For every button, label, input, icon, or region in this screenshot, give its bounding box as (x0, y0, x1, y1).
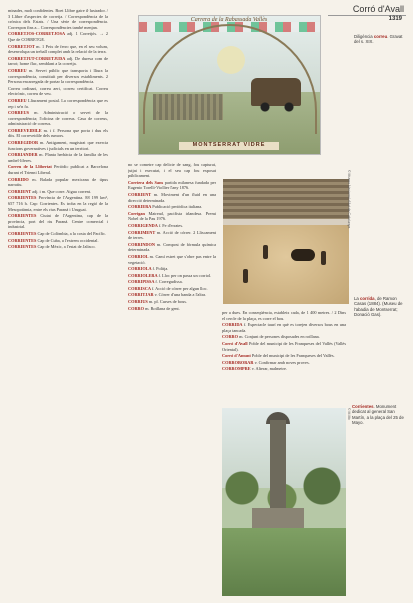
entry-definition: Ciutat de l'Argentina, cap de la província, port del riu Paraná. Centre comercial i industrial. (8, 213, 108, 230)
entry-definition: f. Corregudissa. (155, 279, 183, 285)
dictionary-entry (222, 310, 346, 321)
dictionary-entry (8, 164, 108, 175)
entry-definition: m. pl. Curses de bous. (148, 299, 187, 305)
dictionary-entry (128, 230, 216, 241)
dictionary-entry (8, 213, 108, 230)
dictionary-entry (8, 56, 108, 67)
bull-figure (291, 249, 315, 261)
dictionary-entry (128, 180, 216, 191)
entry-headword: CORRIENT (128, 191, 154, 197)
dictionary-entry (8, 110, 108, 127)
dictionary-entry (128, 266, 216, 272)
dictionary-entry (222, 353, 346, 359)
entry-headword: CORRIOL (128, 253, 150, 259)
dictionary-entry (128, 223, 216, 229)
photo-credit-monument: © M.Mc (347, 408, 351, 421)
entry-definition: Cap de Cuba, a l'extrem occidental. (37, 237, 99, 243)
photo-credit-arena: © Museu Nacional d'Art de Catalunya (347, 170, 351, 229)
entry-definition: m. Servei públic que transporta i lliura la correspondència, constituït per diversos establiments. 2 Persona encarregada de portar la correspondència. (8, 67, 108, 85)
arena-sand (223, 225, 349, 304)
entry-headword: CORRIENT (8, 188, 33, 194)
text-column-2 (128, 162, 216, 596)
entry-definition: m. 1 Peix de ferro que, en el seu volum, desenvolupa un treball complet amb la relació de la terra. (8, 43, 108, 55)
torero-figure (263, 245, 268, 259)
entry-headword: CORRO (222, 334, 240, 340)
entry-definition: Poble del municipi de les Franqueses del Vallès. (251, 353, 335, 359)
page-number: 1319 (388, 16, 402, 22)
caption-monument: Corrientes. Monument dedicat al general San Martín, a la plaça del 25 de Mayo. (352, 404, 404, 426)
entry-headword: CORRIDO (8, 176, 33, 182)
dictionary-entry (128, 204, 216, 210)
entry-definition: f. Lloc per on passa un corriol. (158, 272, 212, 278)
entry-headword: CORRO (128, 305, 146, 311)
text-column-1 (8, 8, 108, 593)
dictionary-entry (8, 86, 108, 97)
entry-headword: Corró d'Avall (222, 340, 249, 346)
entry-definition: per a dues. En conseqüència, estableix cada, de 1 400 metres. / 2 Dins el cercle de la plaça, es corre el bou. (222, 310, 346, 321)
dictionary-entry (8, 8, 108, 30)
entry-definition: v. Alterar, malmetre. (251, 366, 287, 372)
dictionary-entry (128, 286, 216, 292)
dictionary-entry (8, 195, 108, 212)
arena-stands (223, 179, 349, 224)
dictionary-entry (8, 44, 108, 55)
entry-definition: adj. 1 Corretjós. → 2 Que de CORRETGE. (8, 31, 108, 42)
monument-base (252, 508, 304, 530)
entry-definition: m. Moviment d'un fluid en una direcció determinada. (128, 191, 216, 203)
entry-definition: no se cometre cap delicte de sang, fou capturat, jutjat i executat, i el seu cap fou exposat públicament. (128, 162, 216, 179)
entry-definition: m. Balada popular mexicana de tipus narratiu. (8, 176, 108, 188)
entry-definition: m. Planta herbàcia de la família de les umbel·líferes. (8, 152, 108, 163)
entry-definition: m. Camí estret que s'obre pas entre la vegetació. (128, 253, 216, 265)
entry-headword: CORREUS (8, 110, 35, 116)
entry-definition: f. Fe d'errates. (158, 222, 184, 228)
entry-headword: CORROMPRE (222, 366, 252, 372)
entry-definition: minades, molt confidentes. Boet Llibre gaire il·lustrador. / 3 Llibre d'aspectes de corretja. / Correspondència de la crònica dels Estats. / Una sèrie de correspondència. Correspon fins a... Correspondències també menjan. (8, 8, 108, 30)
dictionary-entry (128, 192, 216, 203)
torero-figure (321, 251, 326, 265)
entry-headword: CORRITJAR (128, 292, 155, 298)
poster-footer: MONTSERRAT VIDRE (179, 142, 279, 150)
entry-headword: CORREVEIDILE (8, 127, 44, 133)
entry-headword: CORRIERA (128, 204, 153, 210)
entry-definition: m. Acció de córrer. 2 Lliscament de terres. (128, 229, 216, 241)
entry-headword: CORREGIDOR (8, 140, 41, 146)
entry-definition: m. Compost de fórmula química determinada. (128, 241, 216, 253)
dictionary-entry (128, 306, 216, 312)
entry-headword: CORRETJUT-CORRETJUDA (8, 55, 67, 61)
dictionary-entry (8, 98, 108, 109)
dictionary-entry (128, 242, 216, 253)
entry-definition: m. Rotllana de gent. (145, 305, 180, 311)
entry-definition: Cap de Colòmbia, a la costa del Pacífic. (37, 230, 107, 236)
dictionary-entry (222, 366, 346, 372)
entry-definition: v. Confirmar amb noves proves. (254, 359, 310, 365)
entry-definition: f. Acció de córrer per algun lloc. (151, 285, 208, 291)
entry-definition: adj. i m. Que corre. Aigua corrent. (32, 188, 92, 194)
entry-headword: CORRIENTES (8, 237, 38, 243)
dictionary-entry (8, 231, 108, 237)
entry-definition: Província de l'Argentina. 88 199 km², 657 716 h. Cap: Corrientes. Es troba en la regió de la Mesopotàmia, entre els rius Paraná i Uruguai. (8, 195, 108, 212)
entry-definition: adj. De duresa com de tarrot; home flac, semblant a la corretja. (8, 55, 108, 67)
monument-column (270, 420, 286, 510)
entry-definition: m. Antigament, magistrat que exercia funcions governatives i judicials en un territori. (8, 140, 108, 151)
dictionary-entry (8, 128, 108, 139)
entry-definition: m. Conjunt de persones disposades en rotllana. (239, 334, 320, 340)
entry-headword: CORRIENTES (8, 244, 38, 250)
entry-definition: f. Espectacle taurí en què es torejen diversos bous en una plaça tancada. (222, 322, 346, 333)
entry-headword: CORROBORAR (222, 359, 255, 365)
entry-definition: Correu ordinari, correu aeri, correu certificat. Correu electrònic, correu de veu. (8, 85, 108, 97)
poster-illustration (138, 15, 321, 155)
entry-headword: CORRINDON (128, 241, 157, 247)
monument-photo (222, 408, 346, 596)
dictionary-entry (222, 360, 346, 366)
entry-headword: CORRIUS (128, 299, 149, 305)
dictionary-entry (128, 273, 216, 279)
page-header (326, 4, 410, 26)
entry-headword: Corriera dels Sans (128, 179, 165, 185)
entry-definition: Poble del municipi de les Franqueses del Vallès (Vallès Oriental). (222, 340, 346, 352)
entry-headword: CORRIOLA (128, 266, 153, 272)
entry-definition: m. i f. Persona que porta i duu els dits. El correveidile dels rumors. (8, 127, 108, 139)
entry-definition: Publicació periòdica italiana. (152, 204, 203, 210)
entry-headword: CORRIENTES (8, 230, 38, 236)
entry-definition: Cap de Mèxic, a l'estat de Jalisco. (37, 244, 96, 250)
entry-definition: f. Politja. (152, 266, 169, 272)
dictionary-entry (8, 189, 108, 195)
entry-headword: CORREU (8, 67, 29, 73)
dictionary-entry (128, 162, 216, 179)
dictionary-entry (8, 68, 108, 85)
entry-headword: Corró d'Amunt (222, 353, 252, 359)
dictionary-entry (128, 254, 216, 265)
caption-arena: La corrida, de Ramon Casas (1884). (Museu de l'abadia de Montserrat; Donació Gas). (354, 296, 403, 318)
entry-headword: CORRIGENDA (128, 222, 159, 228)
arena-painting (223, 179, 349, 304)
entry-headword: CORRETJOT (8, 43, 37, 49)
poster-banner: Carrera de la Rabassada Vallès (190, 17, 268, 23)
dictionary-entry (8, 31, 108, 42)
dictionary-entry (128, 211, 216, 222)
caption-poster: Diligència correu. Gravat del s. XIX. (354, 34, 403, 45)
entry-definition: Mairead, pacifista irlandesa. Premi Nobel de la Pau 1976. (128, 210, 216, 222)
entry-headword: CORRISCA (128, 285, 152, 291)
entry-headword: CORRIENTES (8, 195, 39, 201)
entry-definition: v. Córrer d'una banda a l'altra. (154, 292, 207, 298)
entry-headword: CORRIPISSA (128, 279, 156, 285)
entry-headword: CORRIANDER (8, 152, 40, 158)
entry-headword: Correu de la Llibertat (8, 164, 55, 170)
entry-headword: CORRIENTES (8, 213, 41, 219)
entry-definition: Periòdic publicat a Barcelona durant el Trienni Liberal. (8, 164, 108, 176)
entry-headword: CORRETJOS-CORRETJOSA (8, 31, 68, 37)
entry-definition: partida milanesa fundada per Eugenio Torelli-Viollier l'any 1876. (128, 179, 216, 191)
monument-lawn (222, 528, 346, 596)
dictionary-entry (8, 238, 108, 244)
entry-definition: m. Administració o servei de la correspondència; l'oficina de correus. Casa de correus, administració de correus. (8, 110, 108, 127)
entry-headword: CORRIMENT (128, 229, 157, 235)
entry-headword: CORRIOLERA (128, 272, 159, 278)
dictionary-entry (128, 299, 216, 305)
dictionary-entry (8, 140, 108, 151)
torero-figure (243, 269, 248, 283)
dictionary-entry (222, 334, 346, 340)
dictionary-entry (8, 152, 108, 163)
entry-headword: Corrigan (128, 210, 149, 216)
dictionary-entry (8, 244, 108, 250)
entry-headword: CORRIDA (222, 322, 244, 328)
entry-headword: CORREU (8, 97, 29, 103)
running-head: Corró d'Avall (352, 4, 404, 14)
dictionary-entry (222, 341, 346, 352)
dictionary-entry (8, 177, 108, 188)
dictionary-entry (128, 292, 216, 298)
dictionary-entry (128, 279, 216, 285)
text-column-3 (222, 310, 346, 405)
entry-definition: Lliurament postal. La correspondència que es rep i se'n fa. (8, 97, 108, 109)
dictionary-entry (222, 322, 346, 333)
